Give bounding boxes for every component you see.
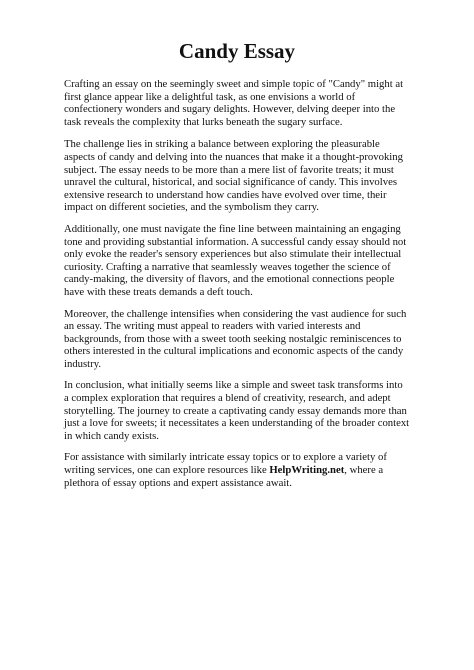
paragraph-tone: Additionally, one must navigate the fine line between maintaining an engaging tone and providing substantial information. A successful candy essay should not only evoke the reader's sensory experiences but also stimulate their intellectual curiosity. Crafting a narrative that seamlessly weaves together the science of candy-making, the diversity of flavors, and the emotional connections people have with these treats demands a deft touch. (64, 222, 407, 298)
paragraph-challenge: The challenge lies in striking a balance between exploring the pleasurable aspects of candy and delving into the nuances that make it a thought-provoking subject. The essay needs to be more than a mere list of favorite treats; it must unravel the cultural, historical, and social significance of candy. This involves extensive research to understand how candies have evolved over time, their impact on different societies, and the symbolism they carry. (64, 138, 403, 214)
helpwriting-link[interactable]: HelpWriting.net (269, 464, 345, 477)
closing-text-after-link: , where a plethora of essay options and expert assistance await. (64, 464, 384, 489)
paragraph-intro: Crafting an essay on the seemingly sweet and simple topic of "Candy" might at first glance appear like a delightful task, as one envisions a world of confectionery wonders and sugary delights. However, delving deeper into the task reveals the complexity that lurks beneath the sugary surface. (64, 78, 404, 128)
paragraph-audience: Moreover, the challenge intensifies when considering the vast audience for such an essay. The writing must appeal to readers with varied interests and backgrounds, from those with a sweet tooth seeking nostalgic reminiscences to others interested in the cultural implications and economic aspects of the candy industry. (64, 307, 407, 370)
paragraph-closing (64, 451, 410, 489)
paragraph-conclusion: In conclusion, what initially seems like a simple and sweet task transforms into a complex exploration that requires a blend of creativity, research, and adept storytelling. The journey to create a captivating candy essay demands more than just a love for sweets; it necessitates a keen understanding of the broader context in which candy exists. (64, 379, 410, 442)
closing-text-before-link: For assistance with similarly intricate essay topics or to explore a variety of writing services, one can explore resources like (64, 451, 387, 477)
document-title: Candy Essay (178, 39, 296, 63)
